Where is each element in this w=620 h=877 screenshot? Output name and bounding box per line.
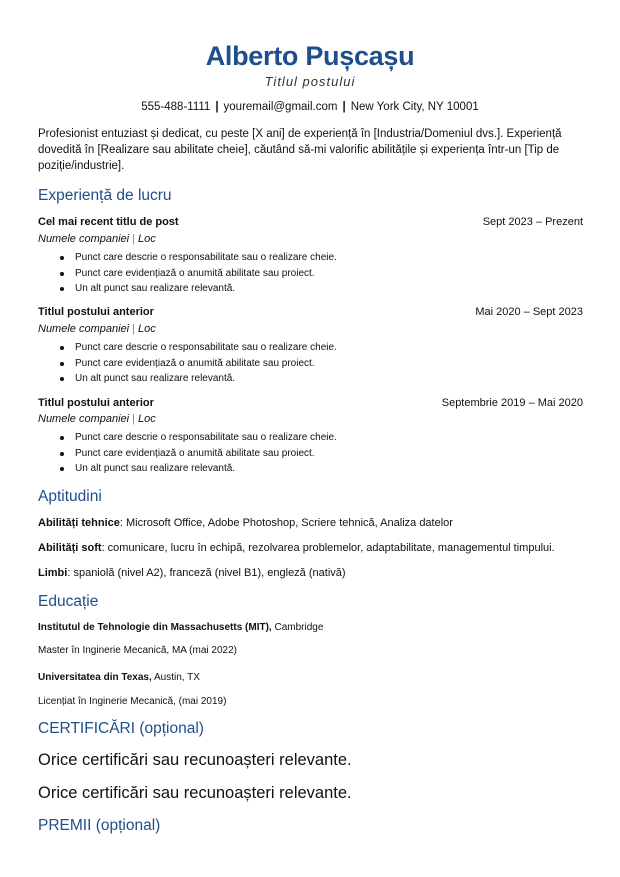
skill-line <box>38 567 346 579</box>
phone-number: 555-488-1111 <box>141 101 211 113</box>
job-company: Numele companiei | Loc <box>38 413 156 425</box>
section-title-certifications: CERTIFICĂRI (opțional) <box>38 720 204 737</box>
company-name: Numele companiei <box>38 323 130 335</box>
list-item: Punct care descrie o responsabilitate sau o realizare cheie. <box>60 430 337 446</box>
education-school <box>38 672 200 683</box>
list-item: Un alt punct sau realizare relevantă. <box>60 461 337 477</box>
job-title: Titlul postului anterior <box>38 306 154 318</box>
company-name: Numele companiei <box>38 413 130 425</box>
list-item: Punct care evidențiază o anumită abilitate sau proiect. <box>60 446 337 462</box>
skill-value: : spaniolă (nivel A2), franceză (nivel B1), engleză (nativă) <box>67 567 346 579</box>
contact-line <box>0 101 620 113</box>
education-school <box>38 622 323 633</box>
section-title-education: Educație <box>38 593 99 610</box>
candidate-job-title: Titlul postului <box>264 74 356 89</box>
section-title-awards: PREMII (opțional) <box>38 817 161 834</box>
skill-value: : comunicare, lucru în echipă, rezolvarea problemelor, adaptabilitate, managementul timpului. <box>101 542 555 554</box>
skill-value: : Microsoft Office, Adobe Photoshop, Scriere tehnică, Analiza datelor <box>119 517 453 529</box>
job-company: Numele companiei | Loc <box>38 233 156 245</box>
job-company: Numele companiei | Loc <box>38 323 156 335</box>
email-address: youremail@gmail.com <box>223 101 338 113</box>
list-item: Punct care descrie o responsabilitate sau o realizare cheie. <box>60 340 337 356</box>
job-dates: Sept 2023 – Prezent <box>482 216 583 228</box>
school-name: Universitatea din Texas, <box>38 672 152 683</box>
section-title-experience: Experiență de lucru <box>38 187 172 204</box>
education-degree: Master în Inginerie Mecanică, MA (mai 2022) <box>38 645 237 656</box>
job-title: Cel mai recent titlu de post <box>38 216 179 228</box>
professional-summary: Profesionist entuziast și dedicat, cu peste [X ani] de experiență în [Industria/Domeniul dvs.]. Experiență dovedită în [Realizare sau abilitate cheie], căutând să-mi valorific abilitățile și experiența într-un [Tip de poziție/industrie]. <box>38 128 562 172</box>
company-name: Numele companiei <box>38 233 130 245</box>
education-degree: Licențiat în Inginerie Mecanică, (mai 2019) <box>38 696 227 707</box>
certification-item: Orice certificări sau recunoașteri relevante. <box>38 751 352 769</box>
certification-item: Orice certificări sau recunoașteri relevante. <box>38 784 352 802</box>
job-title: Titlul postului anterior <box>38 397 154 409</box>
skill-label: Abilități tehnice <box>38 517 120 529</box>
job-dates: Septembrie 2019 – Mai 2020 <box>441 397 583 409</box>
contact-separator: | <box>215 101 219 113</box>
job-bullets <box>60 250 337 297</box>
list-item: Un alt punct sau realizare relevantă. <box>60 281 337 297</box>
school-place: Austin, TX <box>151 672 200 683</box>
job-bullets <box>60 430 337 477</box>
skill-label: Abilități soft <box>38 542 102 554</box>
section-title-skills: Aptitudini <box>38 488 102 505</box>
skill-label: Limbi <box>38 567 68 579</box>
skill-line <box>38 542 555 554</box>
list-item: Un alt punct sau realizare relevantă. <box>60 371 337 387</box>
skill-line <box>38 517 453 529</box>
school-place: Cambridge <box>271 622 324 633</box>
job-dates: Mai 2020 – Sept 2023 <box>475 306 583 318</box>
list-item: Punct care descrie o responsabilitate sau o realizare cheie. <box>60 250 337 266</box>
company-location: Loc <box>137 323 156 335</box>
company-location: Loc <box>137 233 156 245</box>
candidate-name: Alberto Pușcașu <box>205 41 415 71</box>
company-location: Loc <box>137 413 156 425</box>
list-item: Punct care evidențiază o anumită abilitate sau proiect. <box>60 356 337 372</box>
school-name: Institutul de Tehnologie din Massachusetts (MIT), <box>38 622 272 633</box>
job-bullets <box>60 340 337 387</box>
location: New York City, NY 10001 <box>350 101 479 113</box>
list-item: Punct care evidențiază o anumită abilitate sau proiect. <box>60 266 337 282</box>
contact-separator: | <box>342 101 346 113</box>
